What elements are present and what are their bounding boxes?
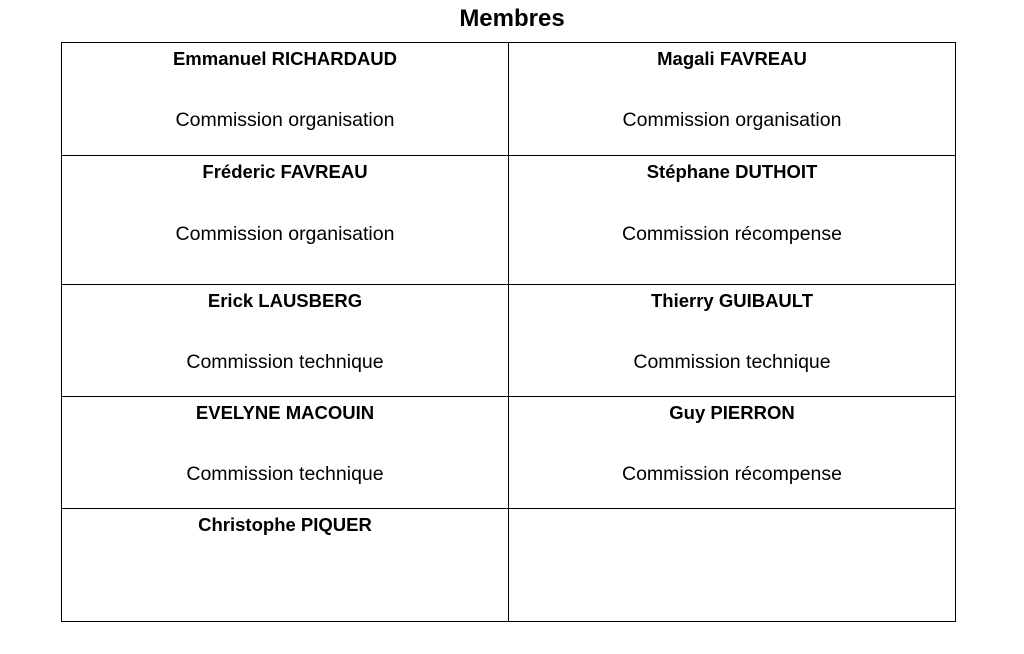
empty-cell [509,509,956,622]
page-title: Membres [459,5,565,32]
member-role: Commission technique [186,351,384,373]
member-cell [62,509,509,622]
member-cell [509,285,956,397]
member-name: Erick LAUSBERG [207,290,363,311]
member-cell [62,156,509,285]
member-cell [62,285,509,397]
table-row [62,397,956,509]
member-name: Thierry GUIBAULT [650,290,814,311]
member-cell [509,397,956,509]
table-row [62,509,956,622]
member-name: Emmanuel RICHARDAUD [172,48,398,69]
member-role: Commission récompense [622,223,842,245]
member-cell [62,43,509,156]
member-role: Commission technique [186,463,384,485]
member-name: Guy PIERRON [669,402,795,423]
table-row [62,285,956,397]
member-name: Fréderic FAVREAU [202,161,368,182]
table-row [62,156,956,285]
member-name: Christophe PIQUER [198,514,372,535]
member-role: Commission organisation [175,109,395,131]
member-name: EVELYNE MACOUIN [195,402,375,423]
member-role: Commission organisation [175,223,395,245]
member-role: Commission organisation [622,109,842,131]
member-name: Stéphane DUTHOIT [646,161,818,182]
member-cell [62,397,509,509]
member-cell [509,43,956,156]
members-table [61,42,956,622]
table-row [62,43,956,156]
member-role: Commission technique [633,351,831,373]
member-name: Magali FAVREAU [657,48,807,69]
member-role: Commission récompense [622,463,842,485]
member-cell [509,156,956,285]
